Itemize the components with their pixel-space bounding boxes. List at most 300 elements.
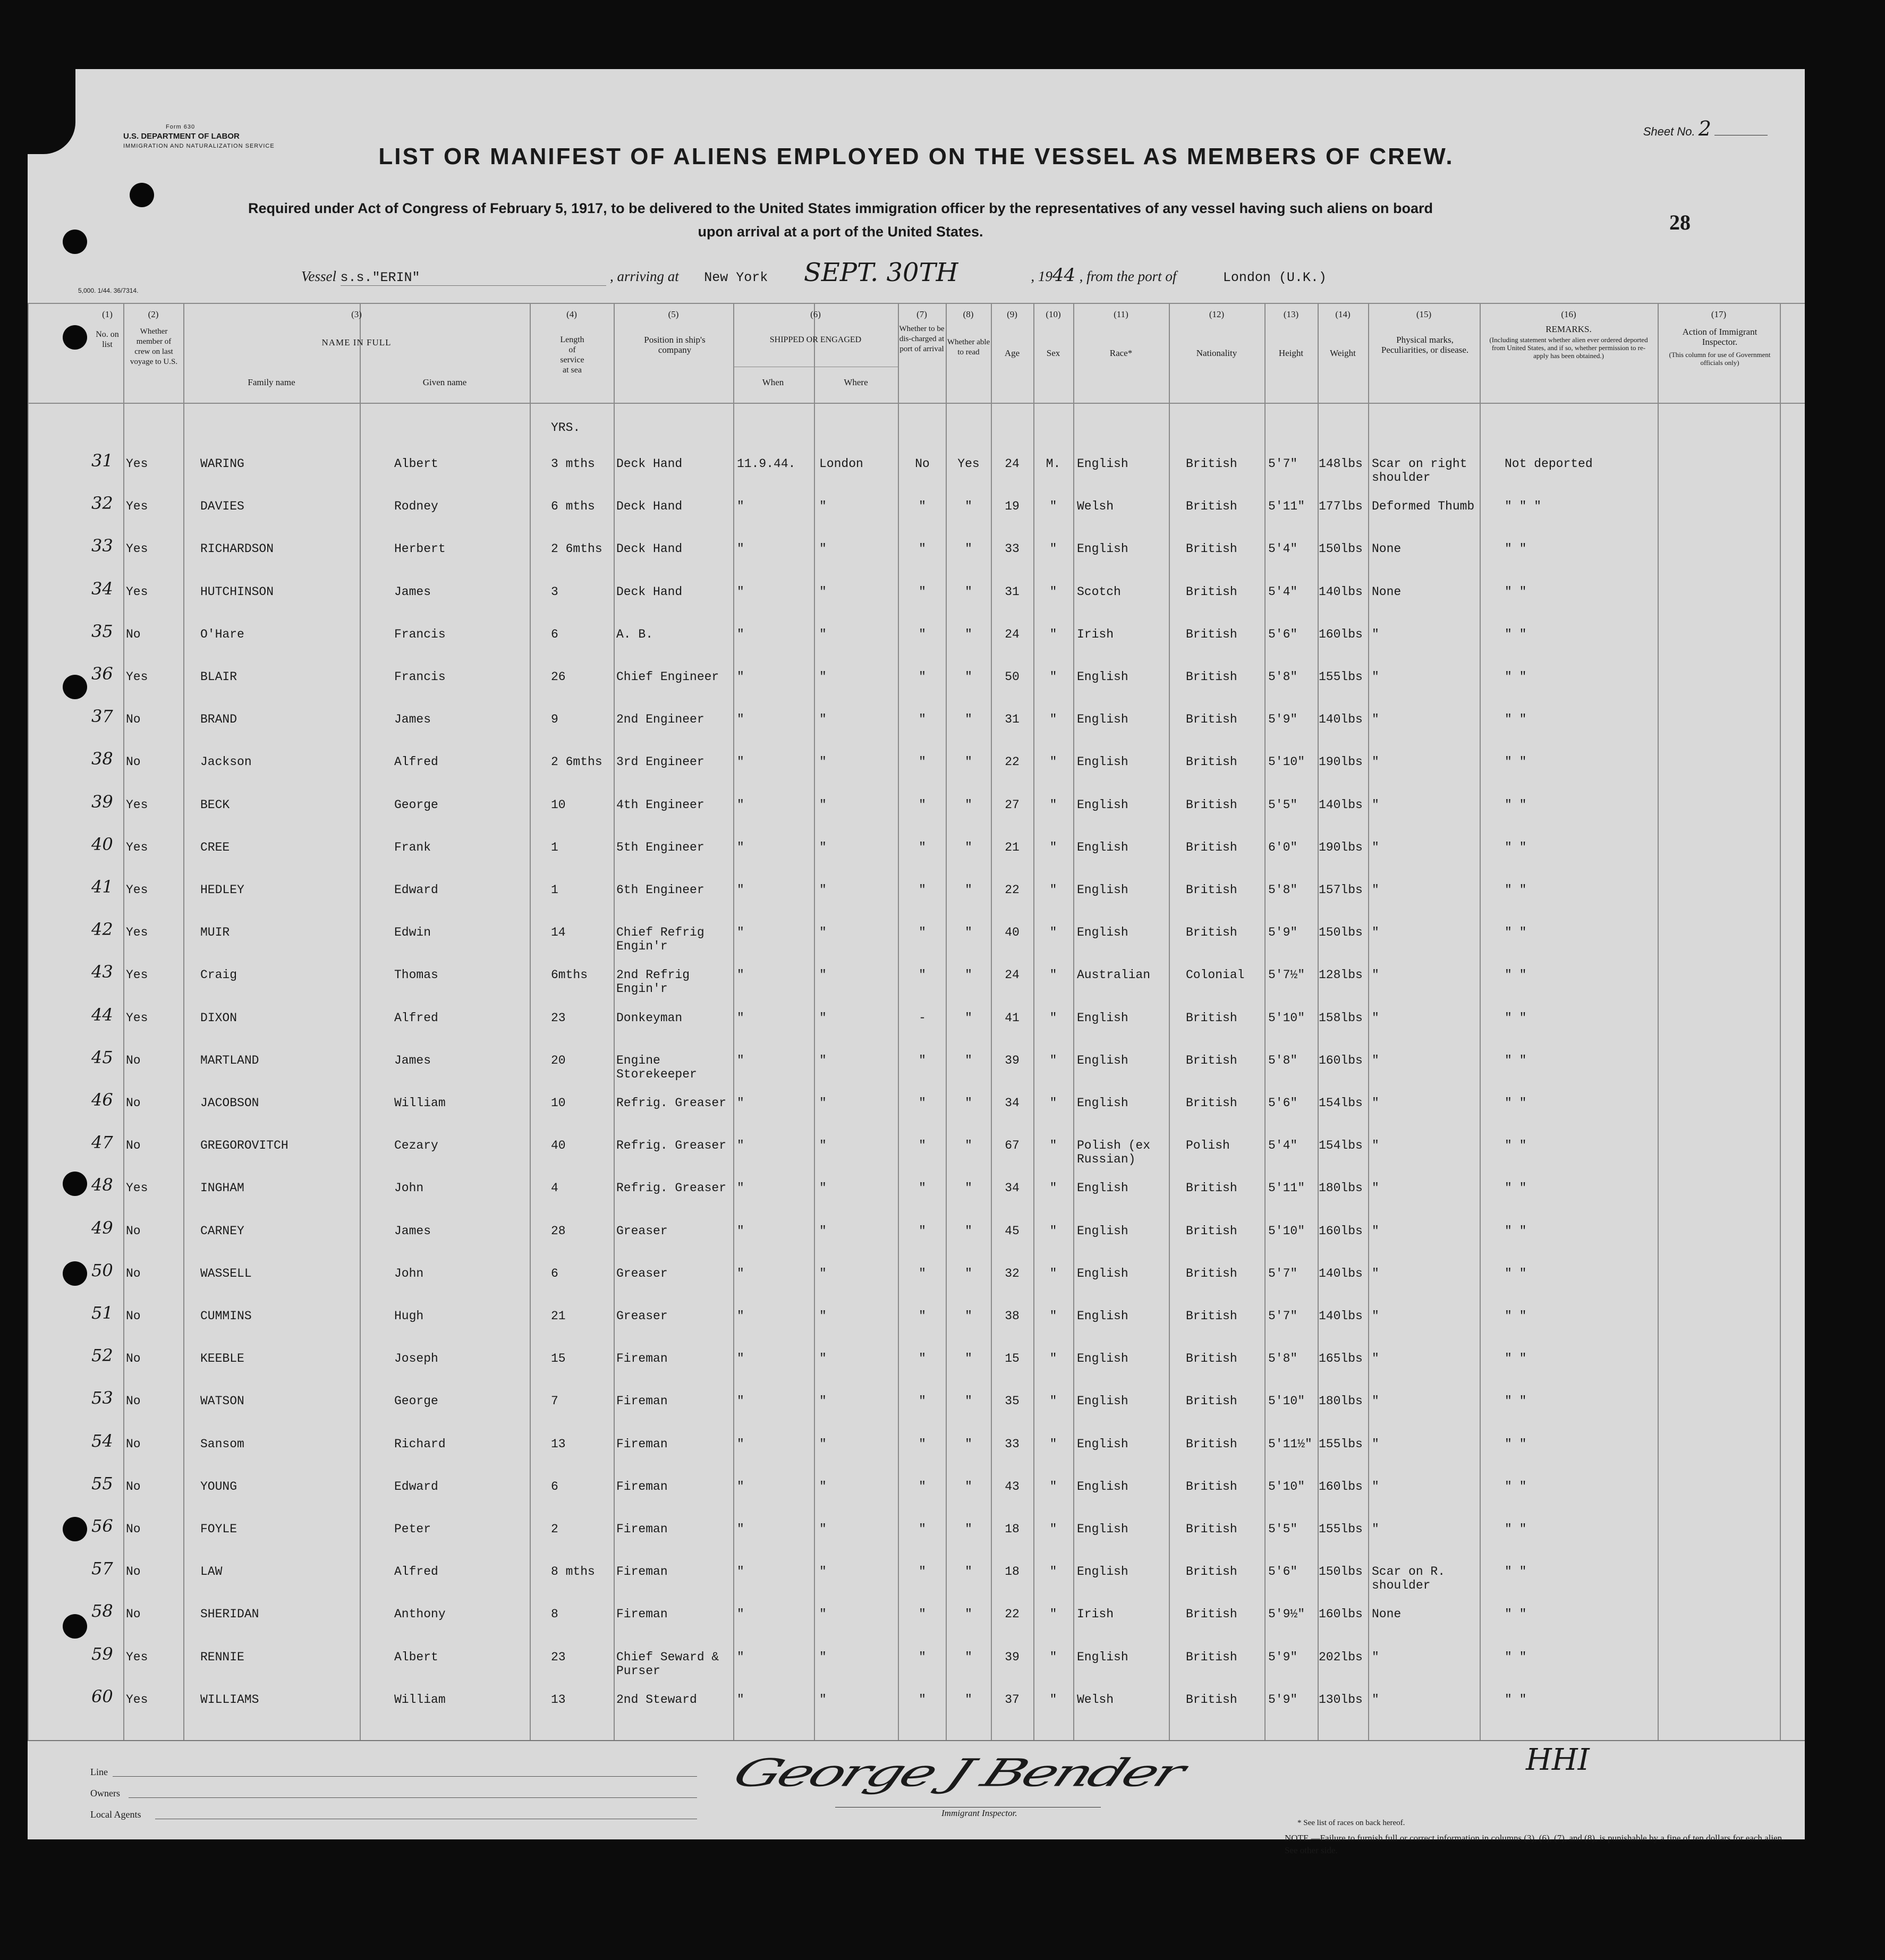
cell-length: 1 <box>551 883 558 897</box>
cell-family: O'Hare <box>200 627 244 641</box>
cell-race: Welsh <box>1077 499 1114 514</box>
cell-nat: British <box>1186 1437 1237 1451</box>
cell-phys: " <box>1372 1011 1379 1025</box>
cell-remarks: " " <box>1505 1266 1527 1280</box>
cell-length: 23 <box>551 1650 566 1664</box>
cell-position: 2nd Engineer <box>616 712 704 727</box>
cell-position: Refrig. Greaser <box>616 1139 727 1153</box>
cell-disch: " <box>919 1650 926 1664</box>
cell-family: WARING <box>200 457 244 471</box>
cell-family: RENNIE <box>200 1650 244 1664</box>
cell-family: CARNEY <box>200 1224 244 1238</box>
cell-phys: " <box>1372 1053 1379 1067</box>
cell-race: English <box>1077 1650 1128 1664</box>
fine-note: NOTE.—Failure to furnish full or correct information in columns (3), (6), (7), and (8), is punishable by a fine of ten dollars for each alien. See other side. <box>1285 1833 1785 1855</box>
cell-when: " <box>737 1394 744 1409</box>
header-nationality: Nationality <box>1196 348 1237 358</box>
cell-age: 24 <box>1005 627 1020 641</box>
cell-phys: Scar on right shoulder <box>1372 457 1467 485</box>
cell-length: 9 <box>551 712 558 727</box>
cell-phys: " <box>1372 1309 1379 1323</box>
cell-length: 6 <box>551 1479 558 1494</box>
cell-age: 18 <box>1005 1522 1020 1536</box>
cell-position: Deck Hand <box>616 457 683 471</box>
cell-height: 5'4" <box>1268 542 1298 556</box>
cell-length: 6 <box>551 627 558 641</box>
cell-sex: " <box>1049 1309 1057 1323</box>
cell-race: Scotch <box>1077 584 1121 599</box>
cell-phys: " <box>1372 797 1379 812</box>
page-title: LIST OR MANIFEST OF ALIENS EMPLOYED ON THE VESSEL AS MEMBERS OF CREW. <box>378 143 1454 169</box>
cell-disch: " <box>919 1139 926 1153</box>
cell-length: 13 <box>551 1692 566 1707</box>
cell-member: Yes <box>126 542 148 556</box>
cell-sex: " <box>1049 1352 1057 1366</box>
cell-disch: " <box>919 1096 926 1110</box>
cell-height: 5'7½" <box>1268 968 1305 982</box>
cell-given: Rodney <box>394 499 438 514</box>
cell-remarks: " " <box>1505 797 1527 812</box>
cell-age: 38 <box>1005 1309 1020 1323</box>
cell-weight: 165lbs <box>1319 1352 1363 1366</box>
cell-position: Deck Hand <box>616 584 683 599</box>
cell-length: 3 <box>551 584 558 599</box>
cell-height: 5'9" <box>1268 926 1298 940</box>
cell-remarks: " " <box>1505 1437 1527 1451</box>
cell-length: 21 <box>551 1309 566 1323</box>
cell-given: Hugh <box>394 1309 424 1323</box>
cell-read: " <box>965 883 972 897</box>
punch-hole <box>63 230 87 254</box>
cell-disch: " <box>919 1266 926 1280</box>
cell-disch: " <box>919 755 926 769</box>
cell-position: Donkeyman <box>616 1011 683 1025</box>
cell-phys: " <box>1372 670 1379 684</box>
cell-position: Fireman <box>616 1607 668 1622</box>
cell-weight: 190lbs <box>1319 755 1363 769</box>
local-agents-label: Local Agents <box>90 1809 141 1820</box>
cell-weight: 140lbs <box>1319 797 1363 812</box>
cell-height: 5'9" <box>1268 712 1298 727</box>
cell-position: Greaser <box>616 1224 668 1238</box>
cell-nat: British <box>1186 926 1237 940</box>
cell-weight: 150lbs <box>1319 1565 1363 1579</box>
cell-when: " <box>737 883 744 897</box>
cell-length: 6 <box>551 1266 558 1280</box>
cell-family: Craig <box>200 968 237 982</box>
cell-sex: " <box>1049 1181 1057 1195</box>
cell-length: 2 6mths <box>551 755 602 769</box>
cell-height: 5'7" <box>1268 1266 1298 1280</box>
cell-when: " <box>737 1224 744 1238</box>
cell-height: 5'10" <box>1268 1224 1305 1238</box>
cell-age: 32 <box>1005 1266 1020 1280</box>
header-given-name: Given name <box>422 377 467 387</box>
cell-family: DAVIES <box>200 499 244 514</box>
cell-race: English <box>1077 1266 1128 1280</box>
cell-age: 22 <box>1005 1607 1020 1622</box>
row-list-number: 43 <box>91 962 113 982</box>
cell-weight: 140lbs <box>1319 1309 1363 1323</box>
cell-remarks: " " <box>1505 968 1527 982</box>
cell-disch: " <box>919 1437 926 1451</box>
cell-position: 5th Engineer <box>616 840 704 854</box>
cell-sex: " <box>1049 968 1057 982</box>
cell-member: No <box>126 1522 141 1536</box>
row-list-number: 45 <box>91 1047 113 1067</box>
cell-position: 4th Engineer <box>616 797 704 812</box>
cell-height: 5'11" <box>1268 1181 1305 1195</box>
cell-remarks: " " <box>1505 1607 1527 1622</box>
col-num-9: (9) <box>1007 309 1017 319</box>
cell-nat: British <box>1186 712 1237 727</box>
cell-height: 6'0" <box>1268 840 1298 854</box>
cell-read: " <box>965 1394 972 1409</box>
cell-where: " <box>819 1139 827 1153</box>
cell-sex: M. <box>1046 457 1061 471</box>
cell-weight: 140lbs <box>1319 1266 1363 1280</box>
manifest-sheet <box>28 69 1805 1855</box>
cell-sex: " <box>1049 1139 1057 1153</box>
cell-sex: " <box>1049 670 1057 684</box>
from-label: , from the port of <box>1079 268 1177 284</box>
header-physical: Physical marks, Peculiarities, or disease. <box>1381 335 1469 355</box>
cell-read: " <box>965 499 972 514</box>
cell-position: 3rd Engineer <box>616 755 704 769</box>
header-action-sub: (This column for use of Government officials only) <box>1669 351 1771 367</box>
row-list-number: 57 <box>91 1558 113 1579</box>
cell-disch: " <box>919 797 926 812</box>
cell-member: No <box>126 1309 141 1323</box>
cell-sex: " <box>1049 1522 1057 1536</box>
cell-sex: " <box>1049 627 1057 641</box>
cell-weight: 202lbs <box>1319 1650 1363 1664</box>
cell-sex: " <box>1049 883 1057 897</box>
cell-read: " <box>965 1139 972 1153</box>
cell-read: Yes <box>957 457 980 471</box>
cell-family: BECK <box>200 797 230 812</box>
cell-when: " <box>737 712 744 727</box>
cell-disch: - <box>919 1011 926 1025</box>
row-list-number: 40 <box>91 834 113 854</box>
cell-family: MARTLAND <box>200 1053 259 1067</box>
cell-member: Yes <box>126 499 148 514</box>
cell-age: 43 <box>1005 1479 1020 1494</box>
cell-age: 24 <box>1005 968 1020 982</box>
cell-position: Fireman <box>616 1479 668 1494</box>
cell-length: 10 <box>551 797 566 812</box>
cell-family: Sansom <box>200 1437 244 1451</box>
cell-family: HUTCHINSON <box>200 584 274 599</box>
cell-nat: British <box>1186 755 1237 769</box>
col-num-17: (17) <box>1711 309 1727 319</box>
header-when: When <box>762 377 784 387</box>
cell-given: Albert <box>394 457 438 471</box>
row-list-number: 58 <box>91 1601 113 1622</box>
cell-where: " <box>819 1096 827 1110</box>
cell-given: William <box>394 1692 446 1707</box>
cell-disch: " <box>919 840 926 854</box>
cell-sex: " <box>1049 542 1057 556</box>
cell-age: 34 <box>1005 1181 1020 1195</box>
cell-position: Refrig. Greaser <box>616 1096 727 1110</box>
cell-age: 24 <box>1005 457 1020 471</box>
cell-where: " <box>819 968 827 982</box>
cell-race: English <box>1077 1565 1128 1579</box>
cell-length: 7 <box>551 1394 558 1409</box>
cell-member: No <box>126 755 141 769</box>
cell-member: Yes <box>126 1650 148 1664</box>
cell-weight: 160lbs <box>1319 627 1363 641</box>
cell-weight: 155lbs <box>1319 1522 1363 1536</box>
cell-age: 41 <box>1005 1011 1020 1025</box>
cell-age: 27 <box>1005 797 1020 812</box>
cell-height: 5'4" <box>1268 1139 1298 1153</box>
row-list-number: 51 <box>91 1303 113 1323</box>
cell-age: 39 <box>1005 1650 1020 1664</box>
cell-remarks: Not deported <box>1505 457 1593 471</box>
cell-weight: 160lbs <box>1319 1479 1363 1494</box>
cell-disch: " <box>919 670 926 684</box>
cell-weight: 155lbs <box>1319 670 1363 684</box>
cell-where: " <box>819 1053 827 1067</box>
cell-age: 19 <box>1005 499 1020 514</box>
cell-disch: " <box>919 627 926 641</box>
cell-member: No <box>126 1053 141 1067</box>
col-num-14: (14) <box>1335 309 1351 319</box>
cell-read: " <box>965 968 972 982</box>
header-where: Where <box>844 377 868 387</box>
cell-when: " <box>737 1181 744 1195</box>
cell-length: 2 6mths <box>551 542 602 556</box>
cell-nat: British <box>1186 1394 1237 1409</box>
cell-race: English <box>1077 1522 1128 1536</box>
header-remarks: REMARKS. <box>1546 324 1592 334</box>
cell-race: English <box>1077 1437 1128 1451</box>
cell-weight: 148lbs <box>1319 457 1363 471</box>
cell-read: " <box>965 1479 972 1494</box>
cell-read: " <box>965 1181 972 1195</box>
punch-hole <box>63 1614 87 1639</box>
cell-where: " <box>819 1479 827 1494</box>
cell-family: MUIR <box>200 926 230 940</box>
punch-hole <box>63 1261 87 1286</box>
cell-height: 5'8" <box>1268 1352 1298 1366</box>
cell-nat: British <box>1186 1224 1237 1238</box>
cell-race: Irish <box>1077 1607 1114 1622</box>
cell-family: WATSON <box>200 1394 244 1409</box>
cell-family: INGHAM <box>200 1181 244 1195</box>
cell-given: Francis <box>394 670 446 684</box>
punch-hole <box>63 1517 87 1541</box>
cell-nat: British <box>1186 1522 1237 1536</box>
cell-length: 4 <box>551 1181 558 1195</box>
cell-given: Edward <box>394 1479 438 1494</box>
cell-family: SHERIDAN <box>200 1607 259 1622</box>
cell-nat: British <box>1186 584 1237 599</box>
cell-disch: " <box>919 542 926 556</box>
cell-position: Greaser <box>616 1309 668 1323</box>
cell-remarks: " " <box>1505 1011 1527 1025</box>
col-num-7: (7) <box>916 309 927 319</box>
cell-length: 10 <box>551 1096 566 1110</box>
cell-given: William <box>394 1096 446 1110</box>
cell-weight: 155lbs <box>1319 1437 1363 1451</box>
cell-where: " <box>819 755 827 769</box>
arrival-date: SEPT. 30TH <box>803 258 958 287</box>
owners-label: Owners <box>90 1788 120 1798</box>
cell-race: English <box>1077 797 1128 812</box>
header-discharged: Whether to be dis-charged at port of arrival <box>899 325 945 353</box>
cell-read: " <box>965 755 972 769</box>
cell-member: No <box>126 1479 141 1494</box>
row-list-number: 55 <box>91 1473 113 1494</box>
cell-position: Refrig. Greaser <box>616 1181 727 1195</box>
cell-position: Fireman <box>616 1352 668 1366</box>
cell-sex: " <box>1049 755 1057 769</box>
cell-family: WILLIAMS <box>200 1692 259 1707</box>
cell-weight: 128lbs <box>1319 968 1363 982</box>
cell-phys: " <box>1372 1522 1379 1536</box>
cell-length: 8 <box>551 1607 558 1622</box>
cell-race: English <box>1077 457 1128 471</box>
cell-disch: " <box>919 1607 926 1622</box>
cell-nat: British <box>1186 1096 1237 1110</box>
cell-phys: " <box>1372 627 1379 641</box>
row-list-number: 59 <box>91 1643 113 1664</box>
cell-weight: 180lbs <box>1319 1181 1363 1195</box>
row-list-number: 41 <box>91 877 113 897</box>
cell-phys: " <box>1372 883 1379 897</box>
row-list-number: 31 <box>91 451 113 471</box>
cell-race: English <box>1077 1181 1128 1195</box>
cell-remarks: " " " <box>1505 499 1542 514</box>
cell-race: English <box>1077 1053 1128 1067</box>
cell-given: James <box>394 712 431 727</box>
cell-height: 5'10" <box>1268 755 1305 769</box>
cell-where: " <box>819 1522 827 1536</box>
header-shipped: SHIPPED OR ENGAGED <box>769 335 862 344</box>
cell-family: Jackson <box>200 755 252 769</box>
cell-member: Yes <box>126 968 148 982</box>
cell-when: " <box>737 755 744 769</box>
cell-position: Chief Refrig Engin'r <box>616 926 704 954</box>
cell-where: " <box>819 1011 827 1025</box>
cell-nat: British <box>1186 1479 1237 1494</box>
inspector-label: Immigrant Inspector. <box>941 1808 1017 1818</box>
row-list-number: 32 <box>91 493 113 514</box>
header-race: Race* <box>1109 348 1133 358</box>
cell-disch: " <box>919 584 926 599</box>
row-list-number: 50 <box>91 1260 113 1280</box>
cell-age: 31 <box>1005 712 1020 727</box>
cell-phys: Deformed Thumb <box>1372 499 1475 514</box>
cell-race: English <box>1077 1479 1128 1494</box>
cell-where: " <box>819 1607 827 1622</box>
cell-race: English <box>1077 712 1128 727</box>
cell-when: " <box>737 926 744 940</box>
cell-given: Joseph <box>394 1352 438 1366</box>
cell-phys: " <box>1372 1437 1379 1451</box>
cell-family: FOYLE <box>200 1522 237 1536</box>
cell-position: Chief Seward & Purser <box>616 1650 719 1678</box>
cell-family: RICHARDSON <box>200 542 274 556</box>
cell-position: A. B. <box>616 627 653 641</box>
cell-weight: 158lbs <box>1319 1011 1363 1025</box>
cell-given: John <box>394 1266 424 1280</box>
cell-when: " <box>737 1266 744 1280</box>
vessel-name: s.s."ERIN" <box>341 270 606 286</box>
cell-weight: 140lbs <box>1319 712 1363 727</box>
cell-nat: Colonial <box>1186 968 1245 982</box>
cell-position: Deck Hand <box>616 542 683 556</box>
cell-height: 5'9" <box>1268 1692 1298 1707</box>
cell-height: 5'5" <box>1268 1522 1298 1536</box>
cell-age: 18 <box>1005 1565 1020 1579</box>
cell-nat: British <box>1186 840 1237 854</box>
service-name: IMMIGRATION AND NATURALIZATION SERVICE <box>123 143 275 149</box>
cell-disch: " <box>919 1352 926 1366</box>
cell-read: " <box>965 926 972 940</box>
cell-member: No <box>126 1096 141 1110</box>
cell-nat: British <box>1186 627 1237 641</box>
cell-family: YOUNG <box>200 1479 237 1494</box>
cell-position: Fireman <box>616 1522 668 1536</box>
cell-disch: " <box>919 499 926 514</box>
cell-race: English <box>1077 1011 1128 1025</box>
cell-given: Alfred <box>394 1565 438 1579</box>
cell-position: Deck Hand <box>616 499 683 514</box>
cell-member: No <box>126 1437 141 1451</box>
cell-position: Fireman <box>616 1565 668 1579</box>
cell-disch: " <box>919 1479 926 1494</box>
cell-read: " <box>965 840 972 854</box>
cell-remarks: " " <box>1505 1181 1527 1195</box>
cell-where: " <box>819 1352 827 1366</box>
cell-height: 5'4" <box>1268 584 1298 599</box>
cell-age: 33 <box>1005 542 1020 556</box>
cell-when: " <box>737 968 744 982</box>
col-num-11: (11) <box>1114 309 1128 319</box>
sheet-label: Sheet No. <box>1643 125 1695 138</box>
sheet-number-value: 2 <box>1698 117 1711 140</box>
cell-sex: " <box>1049 1650 1057 1664</box>
header-weight: Weight <box>1330 348 1356 358</box>
cell-read: " <box>965 1607 972 1622</box>
cell-phys: " <box>1372 1096 1379 1110</box>
cell-weight: 154lbs <box>1319 1139 1363 1153</box>
cell-nat: British <box>1186 883 1237 897</box>
cell-read: " <box>965 1309 972 1323</box>
punch-hole <box>63 675 87 699</box>
cell-disch: " <box>919 1692 926 1707</box>
cell-length: 6mths <box>551 968 588 982</box>
cell-when: " <box>737 1011 744 1025</box>
cell-remarks: " " <box>1505 712 1527 727</box>
cell-when: " <box>737 1053 744 1067</box>
cell-phys: " <box>1372 1352 1379 1366</box>
cell-member: No <box>126 1224 141 1238</box>
cell-remarks: " " <box>1505 1565 1527 1579</box>
cell-nat: British <box>1186 670 1237 684</box>
cell-weight: 177lbs <box>1319 499 1363 514</box>
form-number: Form 630 <box>166 124 196 130</box>
cell-remarks: " " <box>1505 1650 1527 1664</box>
cell-given: Herbert <box>394 542 446 556</box>
cell-age: 33 <box>1005 1437 1020 1451</box>
footer <box>28 1740 1805 1855</box>
cell-member: No <box>126 1565 141 1579</box>
